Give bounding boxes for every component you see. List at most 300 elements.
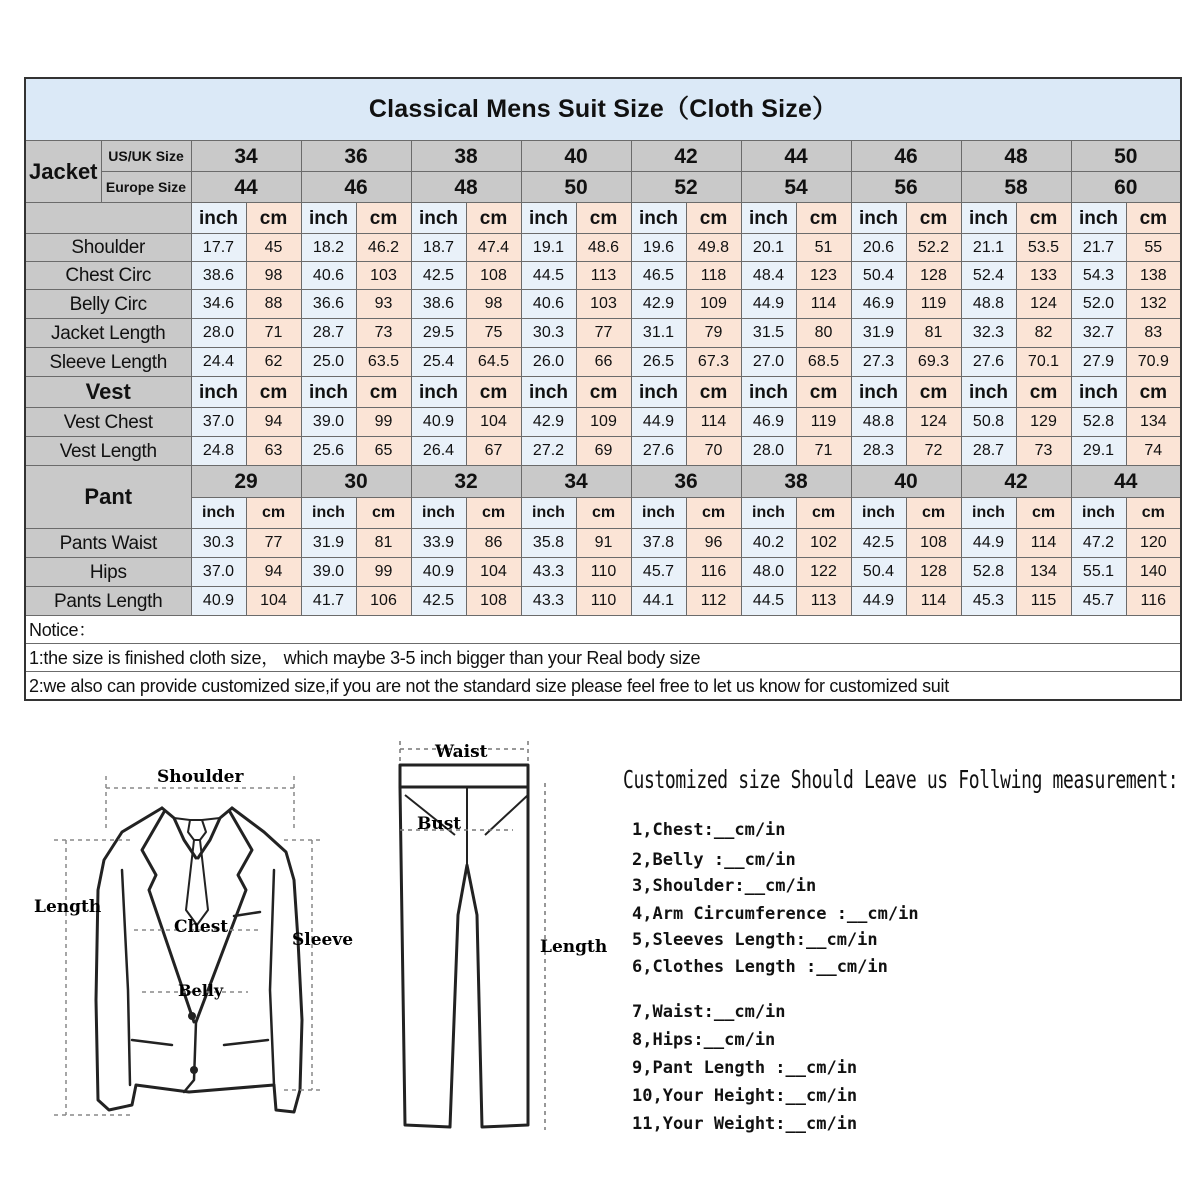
unit-cm: cm [796, 498, 851, 529]
europe-size-label: Europe Size [101, 172, 191, 203]
table-cell: 48.8 [961, 290, 1016, 319]
unit-cm: cm [246, 377, 301, 408]
table-cell: 123 [796, 262, 851, 290]
unit-inch: inch [411, 377, 466, 408]
table-cell: 75 [466, 319, 521, 348]
table-cell: 114 [1016, 529, 1071, 558]
measurement-item [632, 1086, 857, 1106]
table-cell: 82 [1016, 319, 1071, 348]
table-cell: 62 [246, 348, 301, 377]
table-cell: 52.8 [961, 558, 1016, 587]
measurement-item [632, 820, 786, 840]
unit-cm: cm [906, 498, 961, 529]
table-cell: 108 [466, 587, 521, 616]
table-cell: 29.1 [1071, 437, 1126, 466]
measurement-item [632, 1114, 857, 1134]
europe-size: 48 [411, 172, 521, 203]
table-cell: 31.1 [631, 319, 686, 348]
measurement-item [632, 957, 888, 977]
measurement-item [632, 876, 816, 896]
table-cell: 98 [246, 262, 301, 290]
table-title: Classical Mens Suit Size（Cloth Size） [25, 78, 1181, 141]
table-cell: 46.5 [631, 262, 686, 290]
table-cell: 63 [246, 437, 301, 466]
unit-cm: cm [466, 498, 521, 529]
table-cell: 48.4 [741, 262, 796, 290]
unit-cm: cm [686, 203, 741, 234]
table-cell: 80 [796, 319, 851, 348]
table-cell: 48.8 [851, 408, 906, 437]
pant-size: 36 [631, 466, 741, 498]
table-cell: 71 [246, 319, 301, 348]
table-cell: 116 [1126, 587, 1181, 616]
notice-line2: 2:we also can provide customized size,if you are not the standard size please feel free to let us know for customized suit [25, 672, 1181, 701]
unit-cm: cm [686, 377, 741, 408]
table-cell: 42.5 [851, 529, 906, 558]
measurement-item [632, 1030, 775, 1050]
notice-line1: 1:the size is finished cloth size， which maybe 3-5 inch bigger than your Real body size [25, 644, 1181, 672]
table-cell: 43.3 [521, 587, 576, 616]
table-cell: 33.9 [411, 529, 466, 558]
measurement-item [632, 930, 878, 950]
unit-inch: inch [521, 377, 576, 408]
row-label: Hips [25, 558, 191, 587]
table-cell: 26.0 [521, 348, 576, 377]
table-cell: 21.1 [961, 234, 1016, 262]
table-cell: 109 [686, 290, 741, 319]
unit-cm: cm [466, 203, 521, 234]
measurement-item-text: 8,Hips:__cm/in [632, 1030, 776, 1050]
table-cell: 42.5 [411, 262, 466, 290]
unit-inch: inch [191, 203, 246, 234]
table-cell: 124 [1016, 290, 1071, 319]
pant-diagram [385, 735, 615, 1145]
pant-size: 42 [961, 466, 1071, 498]
notice-heading: Notice： [25, 616, 1181, 644]
table-cell: 48.6 [576, 234, 631, 262]
table-cell: 124 [906, 408, 961, 437]
pant-size: 30 [301, 466, 411, 498]
table-cell: 113 [796, 587, 851, 616]
us-uk-size: 42 [631, 141, 741, 172]
table-cell: 41.7 [301, 587, 356, 616]
unit-cm: cm [246, 498, 301, 529]
unit-inch: inch [191, 498, 246, 529]
europe-size: 44 [191, 172, 301, 203]
belly-label: Belly [178, 981, 224, 1000]
unit-cm: cm [356, 377, 411, 408]
unit-inch: inch [741, 377, 796, 408]
table-cell: 108 [466, 262, 521, 290]
table-cell: 118 [686, 262, 741, 290]
table-cell: 48.0 [741, 558, 796, 587]
measurement-item-text: 9,Pant Length :__cm/in [632, 1058, 858, 1078]
unit-inch: inch [521, 498, 576, 529]
jacket-section-label: Jacket [25, 141, 101, 203]
measurement-item-text: 6,Clothes Length :__cm/in [632, 957, 888, 977]
row-label: Sleeve Length [25, 348, 191, 377]
table-cell: 86 [466, 529, 521, 558]
table-cell: 114 [686, 408, 741, 437]
measurement-item-text: 1,Chest:__cm/in [632, 820, 786, 840]
measurement-item-text: 3,Shoulder:__cm/in [632, 876, 817, 896]
table-cell: 44.5 [521, 262, 576, 290]
table-cell: 44.9 [961, 529, 1016, 558]
table-cell: 104 [466, 558, 521, 587]
table-cell: 102 [796, 529, 851, 558]
sleeve-label: Sleeve [292, 930, 354, 950]
table-cell: 39.0 [301, 558, 356, 587]
unit-cm: cm [576, 498, 631, 529]
table-cell: 52.4 [961, 262, 1016, 290]
us-uk-size: 38 [411, 141, 521, 172]
table-cell: 30.3 [191, 529, 246, 558]
table-cell: 27.0 [741, 348, 796, 377]
table-cell: 104 [466, 408, 521, 437]
table-cell: 140 [1126, 558, 1181, 587]
table-cell: 28.0 [741, 437, 796, 466]
measurement-item [632, 904, 919, 924]
table-cell: 55 [1126, 234, 1181, 262]
table-cell: 77 [246, 529, 301, 558]
table-cell: 94 [246, 408, 301, 437]
table-cell: 73 [1016, 437, 1071, 466]
table-cell: 18.2 [301, 234, 356, 262]
table-cell: 120 [1126, 529, 1181, 558]
table-cell: 40.6 [521, 290, 576, 319]
table-cell: 37.0 [191, 558, 246, 587]
measurement-item-text: 5,Sleeves Length:__cm/in [632, 930, 878, 950]
unit-cm: cm [906, 203, 961, 234]
waist-label: Waist [435, 742, 488, 762]
table-cell: 40.9 [411, 558, 466, 587]
pant-length-label: Length [540, 937, 608, 957]
table-cell: 51 [796, 234, 851, 262]
europe-size: 58 [961, 172, 1071, 203]
table-cell: 70 [686, 437, 741, 466]
table-cell: 69.3 [906, 348, 961, 377]
table-cell: 110 [576, 587, 631, 616]
table-cell: 47.2 [1071, 529, 1126, 558]
table-cell: 42.9 [631, 290, 686, 319]
table-cell: 109 [576, 408, 631, 437]
unit-cm: cm [1016, 377, 1071, 408]
unit-cm: cm [356, 203, 411, 234]
table-cell: 134 [1016, 558, 1071, 587]
table-cell: 122 [796, 558, 851, 587]
table-cell: 46.2 [356, 234, 411, 262]
pant-size: 32 [411, 466, 521, 498]
europe-size: 56 [851, 172, 961, 203]
unit-inch: inch [301, 498, 356, 529]
table-cell: 67.3 [686, 348, 741, 377]
table-cell: 113 [576, 262, 631, 290]
table-cell: 73 [356, 319, 411, 348]
shoulder-label: Shoulder [157, 767, 244, 787]
table-cell: 44.1 [631, 587, 686, 616]
size-table [24, 77, 1182, 701]
row-label: Pants Waist [25, 529, 191, 558]
table-cell: 71 [796, 437, 851, 466]
table-cell: 34.6 [191, 290, 246, 319]
table-cell: 138 [1126, 262, 1181, 290]
table-cell: 42.9 [521, 408, 576, 437]
unit-inch: inch [851, 498, 906, 529]
us-uk-size: 44 [741, 141, 851, 172]
europe-size: 50 [521, 172, 631, 203]
unit-inch: inch [741, 203, 796, 234]
unit-cm: cm [796, 377, 851, 408]
us-uk-size: 50 [1071, 141, 1181, 172]
row-label: Belly Circ [25, 290, 191, 319]
table-cell: 44.9 [851, 587, 906, 616]
table-cell: 37.0 [191, 408, 246, 437]
table-cell: 88 [246, 290, 301, 319]
table-cell: 30.3 [521, 319, 576, 348]
pant-section-label: Pant [25, 466, 191, 529]
unit-cm: cm [576, 203, 631, 234]
table-cell: 66 [576, 348, 631, 377]
table-cell: 45 [246, 234, 301, 262]
table-cell: 104 [246, 587, 301, 616]
table-cell: 47.4 [466, 234, 521, 262]
table-cell: 40.9 [191, 587, 246, 616]
unit-cm: cm [906, 377, 961, 408]
table-cell: 72 [906, 437, 961, 466]
unit-inch: inch [961, 377, 1016, 408]
table-cell: 36.6 [301, 290, 356, 319]
table-cell: 119 [906, 290, 961, 319]
unit-inch: inch [851, 203, 906, 234]
table-cell: 40.2 [741, 529, 796, 558]
table-cell: 45.7 [1071, 587, 1126, 616]
table-cell: 52.8 [1071, 408, 1126, 437]
unit-inch: inch [301, 377, 356, 408]
table-cell: 35.8 [521, 529, 576, 558]
table-cell: 29.5 [411, 319, 466, 348]
table-cell: 49.8 [686, 234, 741, 262]
unit-cm: cm [796, 203, 851, 234]
row-label: Shoulder [25, 234, 191, 262]
table-cell: 65 [356, 437, 411, 466]
us-uk-size: 48 [961, 141, 1071, 172]
table-cell: 45.7 [631, 558, 686, 587]
table-cell: 55.1 [1071, 558, 1126, 587]
table-cell: 119 [796, 408, 851, 437]
table-cell: 38.6 [191, 262, 246, 290]
table-cell: 27.6 [631, 437, 686, 466]
table-cell: 114 [796, 290, 851, 319]
unit-cm: cm [1016, 203, 1071, 234]
us-uk-size: 34 [191, 141, 301, 172]
table-cell: 99 [356, 558, 411, 587]
table-cell: 108 [906, 529, 961, 558]
table-cell: 42.5 [411, 587, 466, 616]
pant-size: 34 [521, 466, 631, 498]
row-label: Jacket Length [25, 319, 191, 348]
unit-inch: inch [521, 203, 576, 234]
blank-cell [25, 203, 191, 234]
table-cell: 40.6 [301, 262, 356, 290]
table-cell: 28.0 [191, 319, 246, 348]
unit-inch: inch [631, 377, 686, 408]
table-cell: 133 [1016, 262, 1071, 290]
table-cell: 67 [466, 437, 521, 466]
table-cell: 31.5 [741, 319, 796, 348]
bust-label: Bust [417, 814, 462, 834]
table-cell: 27.9 [1071, 348, 1126, 377]
us-uk-size: 46 [851, 141, 961, 172]
table-cell: 129 [1016, 408, 1071, 437]
table-cell: 63.5 [356, 348, 411, 377]
table-cell: 134 [1126, 408, 1181, 437]
table-cell: 103 [576, 290, 631, 319]
table-cell: 21.7 [1071, 234, 1126, 262]
unit-cm: cm [1126, 203, 1181, 234]
table-cell: 99 [356, 408, 411, 437]
unit-inch: inch [411, 203, 466, 234]
jacket-diagram [24, 740, 384, 1140]
row-label: Vest Chest [25, 408, 191, 437]
unit-inch: inch [851, 377, 906, 408]
table-cell: 128 [906, 558, 961, 587]
table-cell: 114 [906, 587, 961, 616]
table-cell: 77 [576, 319, 631, 348]
table-cell: 54.3 [1071, 262, 1126, 290]
unit-inch: inch [191, 377, 246, 408]
row-label: Chest Circ [25, 262, 191, 290]
table-cell: 18.7 [411, 234, 466, 262]
table-cell: 50.8 [961, 408, 1016, 437]
europe-size: 60 [1071, 172, 1181, 203]
table-cell: 28.3 [851, 437, 906, 466]
table-cell: 91 [576, 529, 631, 558]
unit-inch: inch [1071, 377, 1126, 408]
table-cell: 27.3 [851, 348, 906, 377]
table-cell: 53.5 [1016, 234, 1071, 262]
table-cell: 46.9 [741, 408, 796, 437]
table-cell: 69 [576, 437, 631, 466]
table-cell: 19.6 [631, 234, 686, 262]
table-cell: 20.1 [741, 234, 796, 262]
table-cell: 25.4 [411, 348, 466, 377]
unit-inch: inch [961, 203, 1016, 234]
unit-cm: cm [356, 498, 411, 529]
table-cell: 52.0 [1071, 290, 1126, 319]
table-cell: 39.0 [301, 408, 356, 437]
unit-cm: cm [466, 377, 521, 408]
table-cell: 28.7 [301, 319, 356, 348]
table-cell: 50.4 [851, 262, 906, 290]
table-cell: 28.7 [961, 437, 1016, 466]
unit-cm: cm [576, 377, 631, 408]
table-cell: 19.1 [521, 234, 576, 262]
measurement-item-text: 7,Waist:__cm/in [632, 1002, 786, 1022]
jacket-outline-icon [96, 808, 302, 1112]
button-icon [190, 1066, 198, 1074]
unit-cm: cm [1126, 377, 1181, 408]
pant-size: 38 [741, 466, 851, 498]
table-cell: 115 [1016, 587, 1071, 616]
table-cell: 50.4 [851, 558, 906, 587]
unit-cm: cm [686, 498, 741, 529]
table-cell: 128 [906, 262, 961, 290]
table-cell: 38.6 [411, 290, 466, 319]
table-cell: 24.4 [191, 348, 246, 377]
measurement-item-text: 10,Your Height:__cm/in [632, 1086, 858, 1106]
table-cell: 44.5 [741, 587, 796, 616]
table-cell: 103 [356, 262, 411, 290]
us-uk-size-label: US/UK Size [101, 141, 191, 172]
us-uk-size: 36 [301, 141, 411, 172]
unit-cm: cm [246, 203, 301, 234]
table-cell: 20.6 [851, 234, 906, 262]
table-cell: 93 [356, 290, 411, 319]
unit-inch: inch [631, 203, 686, 234]
pant-size: 40 [851, 466, 961, 498]
table-cell: 94 [246, 558, 301, 587]
table-cell: 52.2 [906, 234, 961, 262]
table-cell: 64.5 [466, 348, 521, 377]
us-uk-size: 40 [521, 141, 631, 172]
table-cell: 110 [576, 558, 631, 587]
europe-size: 54 [741, 172, 851, 203]
pant-size: 44 [1071, 466, 1181, 498]
table-cell: 43.3 [521, 558, 576, 587]
table-cell: 32.7 [1071, 319, 1126, 348]
table-cell: 112 [686, 587, 741, 616]
unit-inch: inch [301, 203, 356, 234]
table-cell: 27.6 [961, 348, 1016, 377]
table-cell: 37.8 [631, 529, 686, 558]
unit-inch: inch [631, 498, 686, 529]
unit-cm: cm [1016, 498, 1071, 529]
table-cell: 45.3 [961, 587, 1016, 616]
table-cell: 116 [686, 558, 741, 587]
table-cell: 79 [686, 319, 741, 348]
unit-inch: inch [1071, 498, 1126, 529]
table-cell: 74 [1126, 437, 1181, 466]
measurement-item [632, 1002, 786, 1022]
unit-inch: inch [961, 498, 1016, 529]
row-label: Vest Length [25, 437, 191, 466]
table-cell: 31.9 [851, 319, 906, 348]
table-cell: 27.2 [521, 437, 576, 466]
table-cell: 17.7 [191, 234, 246, 262]
table-cell: 44.9 [741, 290, 796, 319]
chest-label: Chest [174, 917, 229, 937]
europe-size: 46 [301, 172, 411, 203]
measurement-item-text: 4,Arm Circumference :__cm/in [632, 904, 919, 924]
vest-section-label: Vest [25, 377, 191, 408]
table-cell: 96 [686, 529, 741, 558]
customized-title: Customized size Should Leave us Follwing measurement: [623, 765, 1179, 794]
unit-inch: inch [1071, 203, 1126, 234]
unit-inch: inch [741, 498, 796, 529]
row-label: Pants Length [25, 587, 191, 616]
table-cell: 81 [356, 529, 411, 558]
table-cell: 132 [1126, 290, 1181, 319]
table-cell: 98 [466, 290, 521, 319]
button-icon [188, 1012, 196, 1020]
europe-size: 52 [631, 172, 741, 203]
measurement-item [632, 850, 796, 870]
length-label: Length [34, 897, 102, 917]
table-cell: 26.5 [631, 348, 686, 377]
measurement-item-text: 11,Your Weight:__cm/in [632, 1114, 858, 1134]
table-cell: 106 [356, 587, 411, 616]
table-cell: 70.1 [1016, 348, 1071, 377]
